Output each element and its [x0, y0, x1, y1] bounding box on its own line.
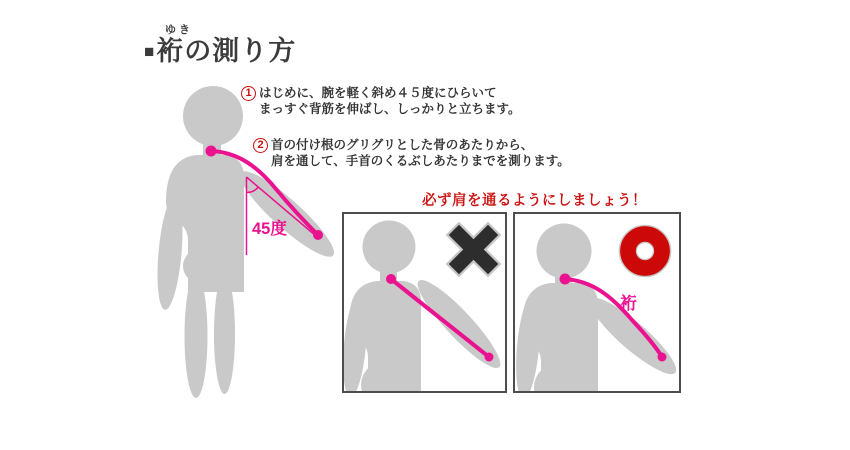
correct-example-box — [513, 213, 685, 413]
step-2-number-badge: 2 — [253, 138, 268, 153]
wrist-point-dot — [313, 230, 323, 240]
instruction-1-line-2: まっすぐ背筋を伸ばし、しっかりと立ちます。 — [259, 102, 521, 116]
x-mark-icon — [459, 235, 488, 264]
figure-head — [537, 224, 592, 279]
figure-hip — [361, 359, 421, 411]
yuki-label: 裄 — [620, 294, 637, 313]
neck-point-dot — [206, 146, 217, 157]
title-bullet-square-icon: ■ — [144, 41, 155, 61]
main-figure-silhouette — [154, 86, 343, 398]
step-1-number-badge: 1 — [241, 86, 256, 101]
instruction-2-line-2: 肩を通して、手首のくるぶしあたりまでを測ります。 — [271, 154, 570, 168]
instruction-step-1 — [241, 85, 521, 117]
figure-left-leg — [185, 274, 208, 398]
figure-head — [183, 86, 243, 146]
neck-point-dot — [560, 274, 571, 285]
instruction-2-line-1: 首の付け根のグリグリとした骨のあたりから、 — [271, 138, 534, 152]
wrong-example-box — [340, 213, 509, 411]
angle-label: 45度 — [252, 220, 287, 238]
figure-head — [363, 221, 416, 274]
neck-point-dot — [386, 274, 396, 284]
wrist-point-dot — [485, 353, 494, 362]
figure-right-leg — [214, 274, 235, 394]
title-text: 裄の測り方 — [156, 36, 297, 66]
instruction-1-line-1: はじめに、腕を軽く斜め４５度にひらいて — [259, 86, 497, 100]
page-title — [144, 21, 296, 65]
title-furigana: ゆき — [165, 24, 193, 36]
instruction-step-2 — [253, 137, 570, 169]
wrist-point-dot — [658, 353, 667, 362]
figure-hip — [534, 361, 596, 413]
warning-text: 必ず肩を通るようにしましょう！ — [422, 193, 647, 209]
